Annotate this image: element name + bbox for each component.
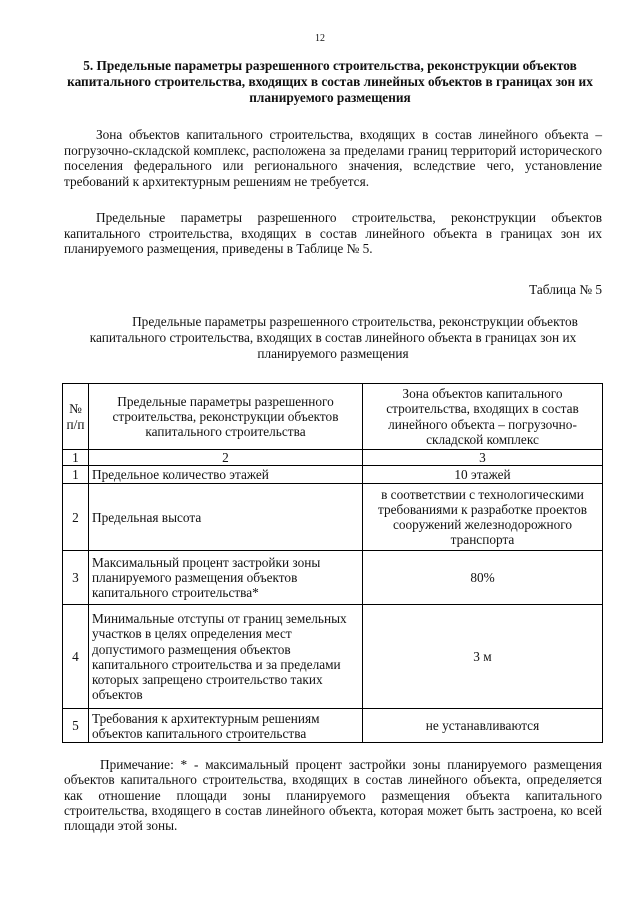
column-number-cell: 1 [63,450,89,466]
row-number-cell: 2 [63,484,89,551]
row-number-cell: 5 [63,709,89,743]
value-cell: 3 м [363,605,603,709]
header-cell-number: № п/п [63,384,89,450]
parameter-cell: Требования к архитектурным решениям объектов капитального строительства [89,709,363,743]
header-cell-parameter: Предельные параметры разрешенного строительства, реконструкции объектов капитального строительства [89,384,363,450]
table-note: Примечание: * - максимальный процент застройки зоны планируемого размещения объектов капитального строительства, входящих в состав линейного объекта, определяется как отношение площади зоны планируемого размещения объекта капитального строительства, входящего в состав линейного объекта, которая может быть застроена, ко всей площади этой зоны. [64,757,602,834]
value-cell: не устанавливаются [363,709,603,743]
column-number-cell: 3 [363,450,603,466]
parameter-cell: Минимальные отступы от границ земельных участков в целях определения мест допустимого размещения объектов капитального строительства и за пределами которых запрещено строительство таких объектов [89,605,363,709]
column-number-cell: 2 [89,450,363,466]
value-cell: 10 этажей [363,466,603,484]
table-row [63,551,603,605]
table-caption: Предельные параметры разрешенного строительства, реконструкции объектов капитального строительства, входящих в состав линейного объекта в границах зон их планируемого размещения [89,314,578,361]
table-column-numbers-row [63,450,603,466]
row-number-cell: 4 [63,605,89,709]
table-label: Таблица № 5 [529,282,602,297]
parameter-cell: Максимальный процент застройки зоны планируемого размещения объектов капитального строительства* [89,551,363,605]
parameter-cell: Предельное количество этажей [89,466,363,484]
section-heading: 5. Предельные параметры разрешенного строительства, реконструкции объектов капитального строительства, входящих в состав линейных объектов в границах зон их планируемого размещения [67,58,593,105]
page-number: 12 [315,33,325,44]
paragraph-zone-description: Зона объектов капитального строительства, входящих в состав линейного объекта – погрузочно-складской комплекс, расположена за пределами границ территорий исторического поселения федерального или регионального значения, вследствие чего, установление требований к архитектурным решениям не требуется. [64,127,602,189]
table-row [63,709,603,743]
header-cell-zone: Зона объектов капитального строительства, входящих в состав линейного объекта – погрузочно-складской комплекс [363,384,603,450]
table-row [63,605,603,709]
parameter-cell: Предельная высота [89,484,363,551]
value-cell: в соответствии с технологическими требованиями к разработке проектов сооружений железнодорожного транспорта [363,484,603,551]
row-number-cell: 3 [63,551,89,605]
table-row [63,484,603,551]
parameters-table [62,383,603,743]
value-cell: 80% [363,551,603,605]
row-number-cell: 1 [63,466,89,484]
table-header-row [63,384,603,450]
table-row [63,466,603,484]
paragraph-parameters-intro: Предельные параметры разрешенного строительства, реконструкции объектов капитального строительства, входящих в состав линейного объекта в границах зон их планируемого размещения, приведены в Таблице № 5. [64,210,602,256]
